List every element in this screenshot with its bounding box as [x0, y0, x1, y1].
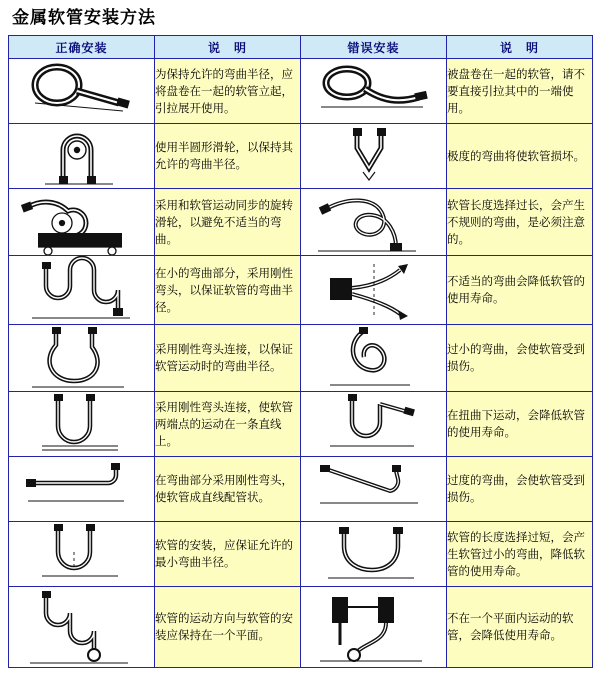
header-correct-install: 正确安装 — [9, 36, 155, 59]
desc-correct: 使用半圆形滑轮，以保持其允许的弯曲半径。 — [155, 124, 301, 189]
figure-excessive-bending-damage — [301, 457, 447, 522]
desc-correct: 在弯曲部分采用刚性弯头，使软管成直线配管状。 — [155, 457, 301, 522]
table-row — [9, 522, 593, 587]
figure-too-small-bend-radius-j-shape — [301, 325, 447, 392]
desc-correct: 为保持允许的弯曲半径，应将盘卷在一起的软管立起，引拉展开使用。 — [155, 59, 301, 124]
desc-correct: 采用刚性弯头连接，以保证软管运动时的弯曲半径。 — [155, 325, 301, 392]
desc-wrong: 在扭曲下运动，会降低软管的使用寿命。 — [447, 392, 593, 457]
figure-hose-over-semicircular-sheave — [9, 124, 155, 189]
table-row — [9, 457, 593, 522]
desc-correct: 软管的运动方向与软管的安装应保持在一个平面。 — [155, 587, 301, 668]
desc-wrong: 过度的弯曲，会使软管受到损伤。 — [447, 457, 593, 522]
figure-hose-length-too-short-bend — [301, 522, 447, 587]
table-row — [9, 325, 593, 392]
desc-wrong: 被盘卷在一起的软管，请不要直接引拉其中的一端使用。 — [447, 59, 593, 124]
table-row — [9, 189, 593, 256]
figure-improper-bend-reduces-life — [301, 256, 447, 325]
figure-motion-direction-same-plane-as-installation — [9, 587, 155, 668]
hose-installation-table — [8, 35, 593, 668]
desc-correct: 采用和软管运动同步的旋转滑轮，以避免不适当的弯曲。 — [155, 189, 301, 256]
table-header-row — [9, 36, 593, 59]
figure-coiled-hose-standing-upright — [9, 59, 155, 124]
figure-coiled-hose-pulled-from-end — [301, 59, 447, 124]
figure-installation-keeps-min-bend-radius — [9, 522, 155, 587]
desc-wrong: 过小的弯曲，会使软管受到损伤。 — [447, 325, 593, 392]
desc-wrong: 软管长度选择过长，会产生不规则的弯曲，是必须注意的。 — [447, 189, 593, 256]
figure-rigid-elbow-both-ends-straight-line — [9, 392, 155, 457]
figure-hose-twisted-while-moving — [301, 392, 447, 457]
figure-hose-too-long-irregular-bend — [301, 189, 447, 256]
desc-wrong: 不在一个平面内运动的软管，会降低使用寿命。 — [447, 587, 593, 668]
header-correct-desc: 说 明 — [155, 36, 301, 59]
desc-correct: 在小的弯曲部分，采用刚性弯头，以保证软管的弯曲半径。 — [155, 256, 301, 325]
desc-wrong: 极度的弯曲将使软管损坏。 — [447, 124, 593, 189]
header-wrong-install: 错误安装 — [301, 36, 447, 59]
desc-correct: 采用刚性弯头连接，使软管两端点的运动在一条直线上。 — [155, 392, 301, 457]
page-title: 金属软管安装方法 — [12, 8, 156, 28]
figure-hose-sharp-v-bend — [301, 124, 447, 189]
desc-correct: 软管的安装，应保证允许的最小弯曲半径。 — [155, 522, 301, 587]
table-row — [9, 392, 593, 457]
table-row — [9, 59, 593, 124]
figure-rigid-bend-at-small-radius-section — [9, 256, 155, 325]
figure-hose-with-synchronized-rotating-pulley — [9, 189, 155, 256]
figure-rigid-elbow-at-bend-straight-piping — [9, 457, 155, 522]
table-row — [9, 587, 593, 668]
figure-motion-not-in-one-plane — [301, 587, 447, 668]
table-row — [9, 256, 593, 325]
header-wrong-desc: 说 明 — [447, 36, 593, 59]
desc-wrong: 不适当的弯曲会降低软管的使用寿命。 — [447, 256, 593, 325]
figure-rigid-elbow-connection-u-shape — [9, 325, 155, 392]
table-row — [9, 124, 593, 189]
desc-wrong: 软管的长度选择过短，会产生软管过小的弯曲，降低软管的使用寿命。 — [447, 522, 593, 587]
